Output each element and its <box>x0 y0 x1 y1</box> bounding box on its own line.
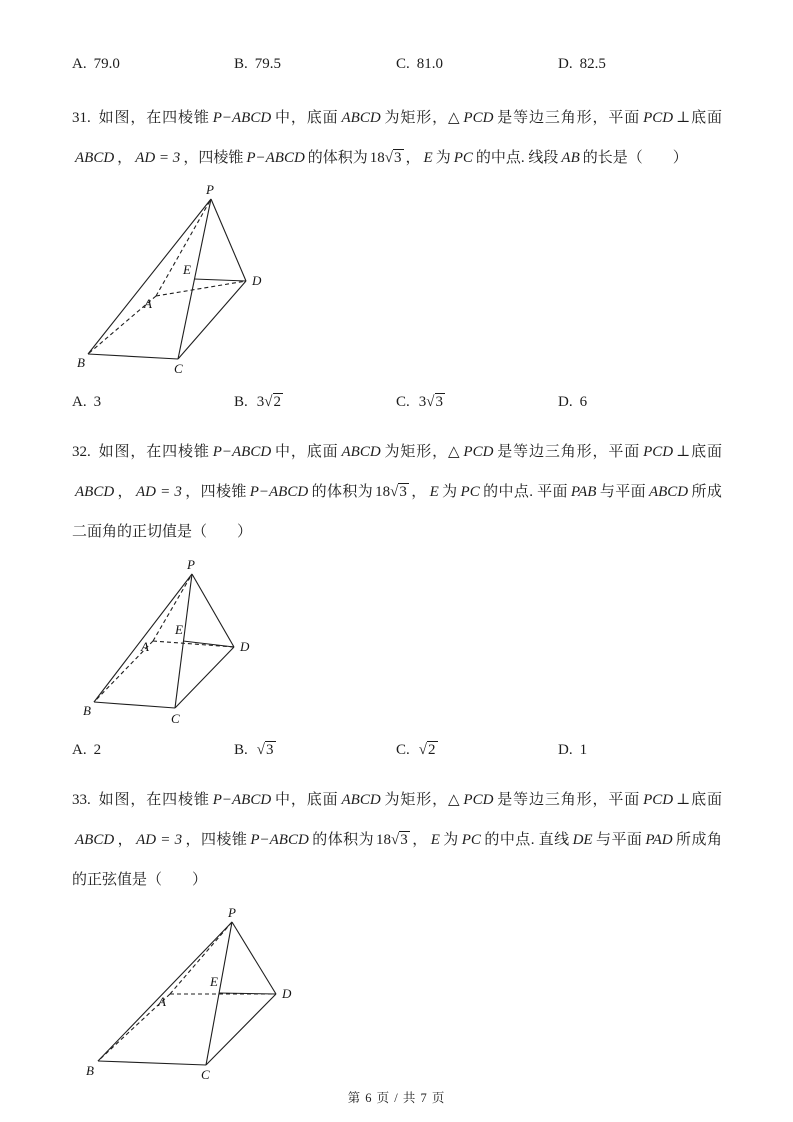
option-value: √2 <box>418 742 436 758</box>
question-32-number: 32. <box>72 444 91 460</box>
edge-PD <box>232 922 276 994</box>
vertex-label-E: E <box>175 622 183 637</box>
vertex-label-A: A <box>141 639 149 654</box>
edge-PB <box>98 922 232 1061</box>
question-33-number: 33. <box>72 792 91 808</box>
question-32-text <box>72 432 722 552</box>
option-label: A. <box>72 56 87 72</box>
option-value: 1 <box>579 742 588 758</box>
pyramid-drawing <box>78 560 253 732</box>
option-label: C. <box>396 742 410 758</box>
options-row-q32 <box>72 742 722 766</box>
vertex-label-P: P <box>206 184 214 197</box>
pyramid-figure-q32 <box>78 560 722 732</box>
question-33 <box>72 780 722 1084</box>
option-value: 81.0 <box>416 56 444 72</box>
vertex-label-D: D <box>282 986 292 1001</box>
vertex-label-P: P <box>187 560 195 572</box>
pyramid-figure-q33 <box>80 906 722 1084</box>
answer-option-B <box>234 394 396 411</box>
vertex-label-E: E <box>210 974 218 989</box>
option-value: 3√3 <box>418 394 443 410</box>
edge-BC <box>94 702 175 708</box>
option-value: 3 <box>93 394 102 410</box>
question-31-number: 31. <box>72 110 91 126</box>
option-label: B. <box>234 56 248 72</box>
edge-PD <box>211 199 246 281</box>
vertex-label-D: D <box>252 273 262 288</box>
vertex-label-B: B <box>86 1063 94 1078</box>
edge-AD <box>156 281 246 296</box>
answer-option-D <box>558 742 587 759</box>
vertex-label-B: B <box>77 355 85 370</box>
answer-option-C <box>396 394 558 411</box>
vertex-label-P: P <box>228 906 236 920</box>
option-label: B. <box>234 394 248 410</box>
edge-PD <box>192 574 234 647</box>
question-31-body: 如图，在四棱锥 P−ABCD 中，底面 ABCD 为矩形，△ PCD 是等边三角形，平面 PCD ⊥底面ABCD ， AD = 3 ，四棱锥 P−ABCD 的体积为 18√3 ， E 为 PC 的中点. 线段 AB 的长是（ ） <box>75 110 722 166</box>
answer-option-D <box>558 394 587 411</box>
question-33-body: 如图，在四棱锥 P−ABCD 中，底面 ABCD 为矩形，△ PCD 是等边三角形，平面 PCD ⊥底面ABCD ， AD = 3 ，四棱锥 P−ABCD 的体积为 18√3 ， E 为 PC 的中点. 直线 DE 与平面 PAD 所成角的正弦值是（ ） <box>72 792 722 888</box>
option-value: 79.0 <box>93 56 120 72</box>
vertex-label-D: D <box>240 639 250 654</box>
edge-CD <box>178 281 246 359</box>
edge-AP <box>170 922 232 994</box>
edge-BC <box>98 1061 206 1065</box>
option-value: √3 <box>256 742 274 758</box>
answer-option-D <box>558 56 606 73</box>
option-value: 6 <box>579 394 588 410</box>
option-label: D. <box>558 742 573 758</box>
vertex-label-C: C <box>171 711 180 726</box>
question-31 <box>72 98 722 418</box>
option-label: A. <box>72 394 87 410</box>
option-value: 3√2 <box>256 394 281 410</box>
edge-AP <box>156 199 211 296</box>
answer-option-B <box>234 56 396 73</box>
vertex-label-B: B <box>83 703 91 718</box>
option-label: C. <box>396 394 410 410</box>
pyramid-figure-q31 <box>76 184 722 384</box>
vertex-label-C: C <box>174 361 183 376</box>
option-label: C. <box>396 56 410 72</box>
vertex-label-A: A <box>144 296 152 311</box>
options-row-q31 <box>72 394 722 418</box>
answer-option-A <box>72 394 234 411</box>
option-label: A. <box>72 742 87 758</box>
question-33-text <box>72 780 722 900</box>
option-label: D. <box>558 394 573 410</box>
question-32-body: 如图，在四棱锥 P−ABCD 中，底面 ABCD 为矩形，△ PCD 是等边三角形，平面 PCD ⊥底面ABCD ， AD = 3 ，四棱锥 P−ABCD 的体积为 18√3 ， E 为 PC 的中点. 平面 PAB 与平面 ABCD 所成二面角的正切值是（ ） <box>72 444 722 540</box>
question-32 <box>72 432 722 766</box>
option-value: 82.5 <box>579 56 606 72</box>
edge-AP <box>153 574 192 641</box>
answer-option-B <box>234 742 396 759</box>
answer-option-C <box>396 56 558 73</box>
option-label: B. <box>234 742 248 758</box>
answer-option-C <box>396 742 558 759</box>
question-31-text <box>72 98 722 178</box>
option-value: 2 <box>93 742 102 758</box>
edge-PB <box>88 199 211 354</box>
edge-BC <box>88 354 178 359</box>
answer-option-A <box>72 56 234 73</box>
options-row-previous-question <box>72 56 722 80</box>
vertex-label-E: E <box>183 262 191 277</box>
page-number-text: 第 6 页 / 共 7 页 <box>347 1091 446 1105</box>
edge-PB <box>94 574 192 702</box>
option-value: 79.5 <box>254 56 282 72</box>
pyramid-drawing <box>80 906 305 1084</box>
option-label: D. <box>558 56 573 72</box>
answer-option-A <box>72 742 234 759</box>
vertex-label-A: A <box>158 994 166 1009</box>
edge-CD <box>175 647 234 708</box>
vertex-label-C: C <box>201 1067 210 1082</box>
page-footer <box>0 1088 793 1106</box>
edge-ED <box>194 279 246 281</box>
pyramid-drawing <box>76 184 276 384</box>
